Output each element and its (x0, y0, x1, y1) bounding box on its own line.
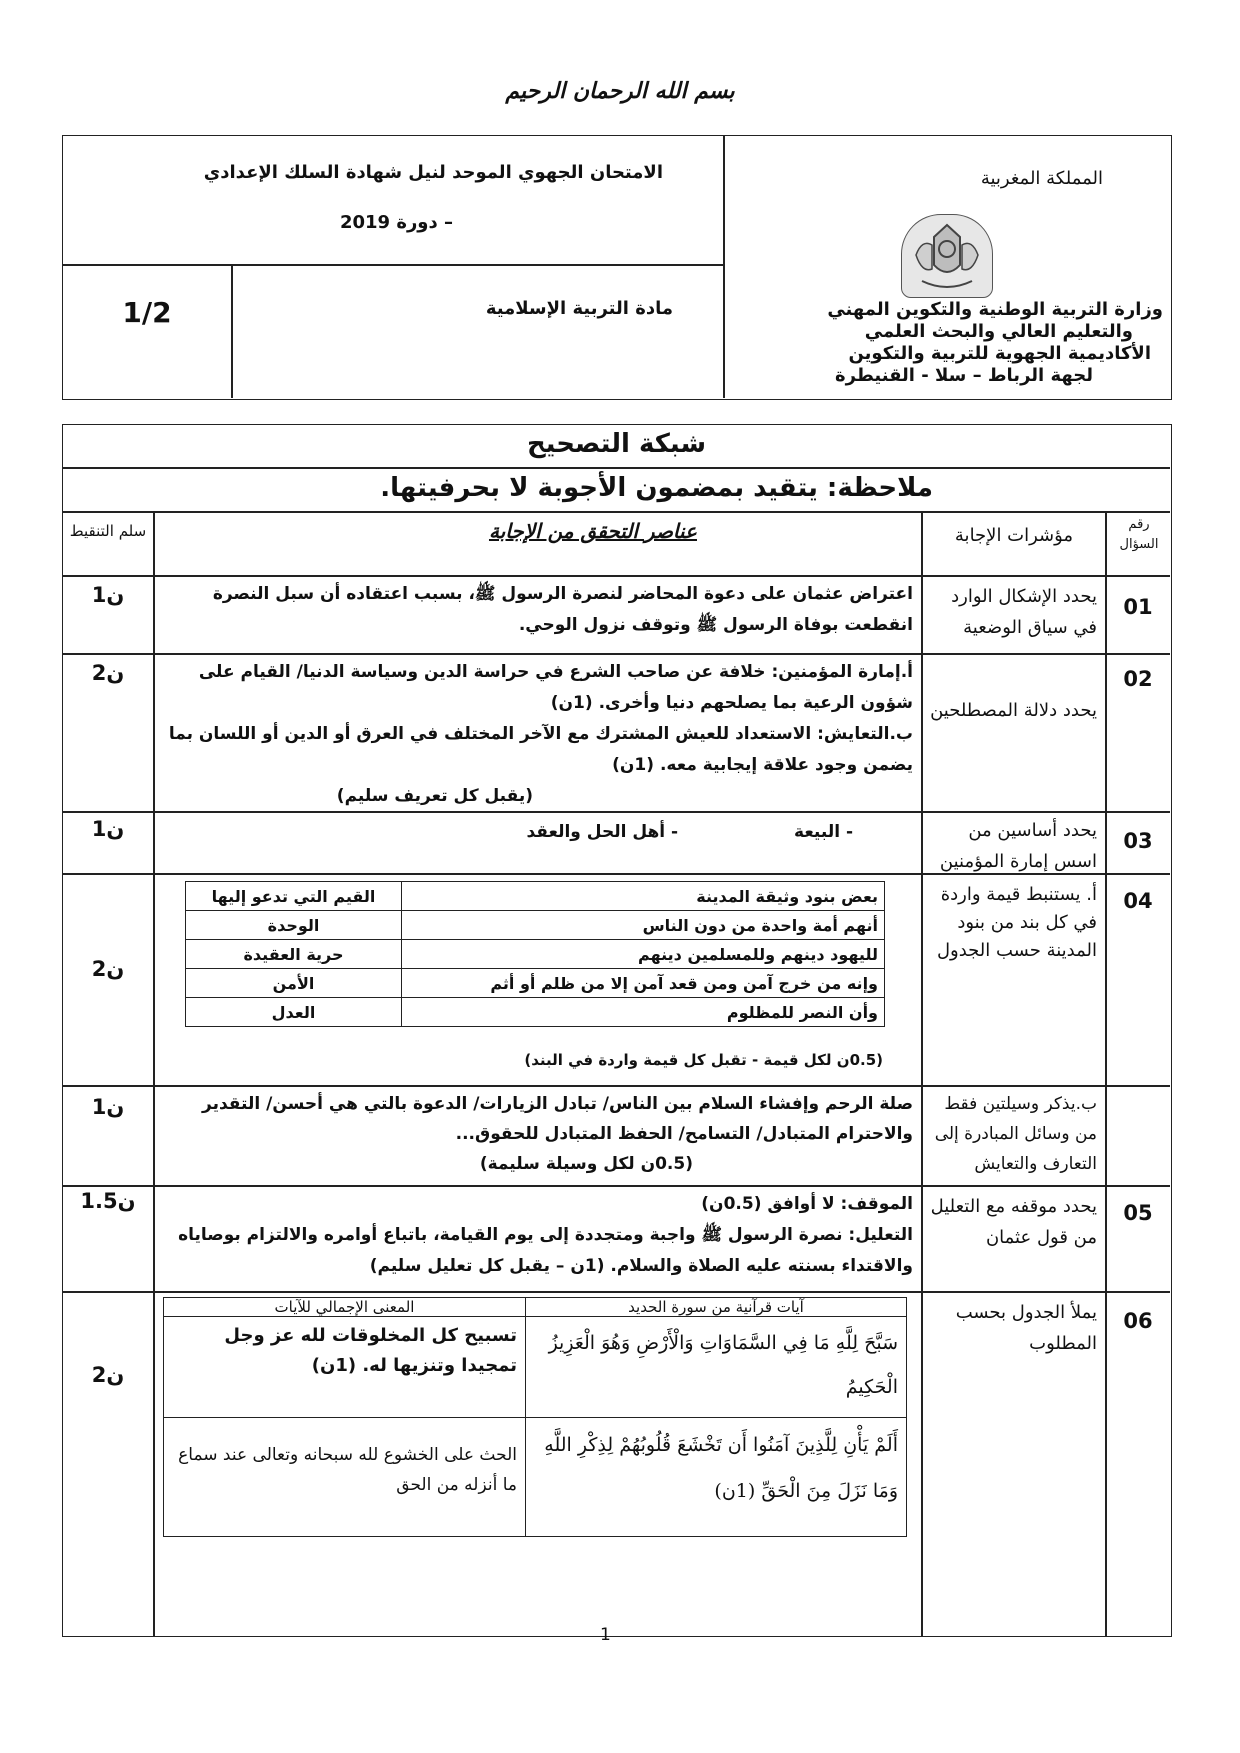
grid-title: شبكة التصحيح (526, 429, 707, 459)
answer-indicator: يحدد موقفه مع التعليل من قول عثمان (930, 1196, 1097, 1248)
ministry-line: وزارة التربية الوطنية والتكوين المهني (827, 299, 1163, 320)
table-row (186, 940, 885, 969)
grid-note: ملاحظة: يتقيد بمضمون الأجوبة لا بحرفيتها. (380, 473, 933, 503)
table-cell: الوحدة (186, 911, 402, 940)
question-score: 1.5ن (80, 1189, 136, 1213)
page-number: 1 (600, 1625, 611, 1645)
meaning-cell: الحث على الخشوع لله سبحانه وتعالى عند سماع ما أنزله من الحق (164, 1418, 526, 1537)
answer-line: والاقتداء بسنته عليه الصلاة والسلام. (1ن – يقبل كل تعليل سليم) (369, 1256, 913, 1276)
answer-elements (159, 1189, 913, 1282)
col-header-score: سلم التنقيط (69, 522, 147, 540)
table-cell: وإنه من خرج آمن ومن قعد آمن إلا من ظلم أو أثم (402, 969, 885, 998)
table-header-cell: القيم التي تدعو إليها (186, 882, 402, 911)
ministry-block (753, 299, 1163, 387)
answer-item: - البيعة (794, 822, 853, 842)
answer-elements (463, 817, 913, 848)
answer-elements (159, 1089, 913, 1179)
table-header-cell: المعنى الإجمالي للآيات (164, 1298, 526, 1317)
answer-line: ب.التعايش: الاستعداد للعيش المشترك مع الآخر المختلف في العرق أو الدين أو اللسان بما (168, 724, 913, 744)
ministry-line: الأكاديمية الجهوية للتربية والتكوين (848, 343, 1151, 364)
question-number: 06 (1123, 1309, 1153, 1333)
grading-note: (0.5ن لكل قيمة - تقبل كل قيمة واردة في البند) (524, 1051, 883, 1069)
answer-line: (يقبل كل تعريف سليم) (336, 786, 533, 806)
col-header-number: رقم السؤال (1119, 517, 1159, 552)
kingdom-label: المملكة المغربية (980, 168, 1103, 189)
question-number: 04 (1123, 889, 1153, 913)
answer-line: والاحترام المتبادل/ التسامح/ الحفظ المتبادل للحقوق... (455, 1124, 913, 1144)
exam-title: الامتحان الجهوي الموحد لنيل شهادة السلك الإعدادي (203, 162, 663, 183)
table-header-cell: بعض بنود وثيقة المدينة (402, 882, 885, 911)
page-indicator: 1/2 (122, 296, 172, 329)
answer-indicator: يحدد أساسين من اسس إمارة المؤمنين (939, 820, 1097, 872)
table-header-row (186, 882, 885, 911)
meaning-cell: تسبيح كل المخلوقات لله عز وجل تمجيدا وتنزيها له. (1ن) (164, 1317, 526, 1418)
answer-line: انقطعت بوفاة الرسول ﷺ وتوقف نزول الوحي. (518, 615, 913, 635)
question-score: 2ن (91, 1363, 125, 1387)
question-number: 03 (1123, 829, 1153, 853)
answer-indicator: أ. يستنبط قيمة واردة في كل بند من بنود المدينة حسب الجدول (936, 884, 1097, 961)
table-row (186, 998, 885, 1027)
table-row (186, 969, 885, 998)
basmala: بسم الله الرحمان الرحيم (505, 78, 735, 104)
question-score: 1ن (91, 583, 125, 607)
table-row (164, 1317, 907, 1418)
answer-indicator: ب.يذكر وسيلتين فقط من وسائل المبادرة إلى التعارف والتعايش (934, 1094, 1097, 1174)
answer-item: - أهل الحل والعقد (526, 822, 679, 842)
table-cell: لليهود دينهم وللمسلمين دينهم (402, 940, 885, 969)
exam-session: – دورة 2019 (339, 212, 453, 233)
table-cell: العدل (186, 998, 402, 1027)
verse-cell: أَلَمْ يَأْنِ لِلَّذِينَ آمَنُوا أَن تَخْشَعَ قُلُوبُهُمْ لِذِكْرِ اللَّهِ وَمَا نَزَلَ مِنَ الْحَقِّ (1ن) (526, 1418, 907, 1537)
answer-line: (0.5ن لكل وسيلة سليمة) (479, 1154, 693, 1174)
table-cell: وأن النصر للمظلوم (402, 998, 885, 1027)
answer-line: يضمن وجود علاقة إيجابية معه. (1ن) (612, 755, 913, 775)
exam-header (62, 135, 1172, 400)
question-score: 2ن (91, 957, 125, 981)
question-number: 05 (1123, 1201, 1153, 1225)
quran-verses-table (163, 1297, 907, 1537)
col-header-answer: عناصر التحقق من الإجابة (488, 519, 697, 543)
table-row (186, 911, 885, 940)
subject-label: مادة التربية الإسلامية (485, 298, 673, 319)
answer-line: شؤون الرعية بما يصلحهم دنيا وأخرى. (1ن) (550, 693, 913, 713)
royal-emblem (901, 214, 993, 298)
table-header-cell: آيات قرآنية من سورة الحديد (526, 1298, 907, 1317)
ministry-line: لجهة الرباط – سلا - القنيطرة (835, 365, 1093, 386)
answer-indicator: يحدد دلالة المصطلحين (930, 700, 1097, 721)
ministry-line: والتعليم العالي والبحث العلمي (864, 321, 1133, 342)
table-cell: حرية العقيدة (186, 940, 402, 969)
answer-elements (159, 657, 913, 812)
answer-line: التعليل: نصرة الرسول ﷺ واجبة ومتجددة إلى يوم القيامة، باتباع أوامره والالتزام بوصاياه (178, 1225, 913, 1245)
table-row (164, 1418, 907, 1537)
question-score: 2ن (91, 661, 125, 685)
answer-indicator: يملأ الجدول بحسب المطلوب (955, 1302, 1097, 1354)
answer-line: الموقف: لا أوافق (0.5ن) (701, 1194, 913, 1214)
table-cell: الأمن (186, 969, 402, 998)
answer-indicator: يحدد الإشكال الوارد في سياق الوضعية (951, 586, 1097, 638)
question-number: 01 (1123, 595, 1153, 619)
medina-values-table (185, 881, 885, 1027)
answer-elements (159, 579, 913, 641)
verse-cell: سَبَّحَ لِلَّهِ مَا فِي السَّمَاوَاتِ وَالْأَرْضِ وَهُوَ الْعَزِيزُ الْحَكِيمُ (526, 1317, 907, 1418)
table-cell: أنهم أمة واحدة من دون الناس (402, 911, 885, 940)
question-score: 1ن (91, 1095, 125, 1119)
correction-grid (62, 424, 1172, 1637)
table-header-row (164, 1298, 907, 1317)
question-score: 1ن (91, 817, 125, 841)
col-header-indicators: مؤشرات الإجابة (954, 525, 1074, 546)
answer-line: اعتراض عثمان على دعوة المحاضر لنصرة الرسول ﷺ، بسبب اعتقاده أن سبل النصرة (212, 584, 913, 604)
answer-line: أ.إمارة المؤمنين: خلافة عن صاحب الشرع في حراسة الدين وسياسة الدنيا/ القيام على (198, 662, 913, 682)
answer-line: صلة الرحم وإفشاء السلام بين الناس/ تبادل الزيارات/ الدعوة بالتي هي أحسن/ التقدير (202, 1094, 913, 1114)
question-number: 02 (1123, 667, 1153, 691)
